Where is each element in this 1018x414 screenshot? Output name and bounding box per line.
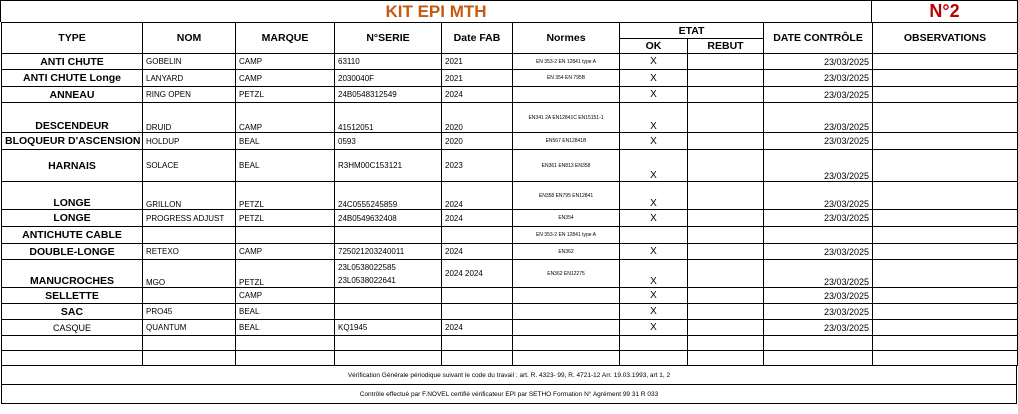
cell-date-controle: 23/03/2025 bbox=[764, 133, 873, 150]
cell-nom: RETEXO bbox=[143, 244, 236, 260]
cell-ok: X bbox=[620, 320, 688, 336]
cell-ok bbox=[620, 227, 688, 244]
cell-observations bbox=[873, 133, 1018, 150]
cell-nom: MGO bbox=[143, 260, 236, 288]
cell-marque: PETZL bbox=[236, 182, 335, 210]
cell-date-fab: 2024 2024 bbox=[442, 260, 513, 288]
cell-ok: X bbox=[620, 210, 688, 227]
cell-nom: GRILLON bbox=[143, 182, 236, 210]
cell-normes: EN 353-2 EN 12841 type A bbox=[513, 54, 620, 70]
table-row bbox=[2, 54, 1018, 70]
cell-observations bbox=[873, 150, 1018, 182]
cell-serie bbox=[335, 304, 442, 320]
header-serie: N°SERIE bbox=[335, 23, 442, 54]
cell-type: LONGE bbox=[2, 210, 143, 227]
cell-serie: 0593 bbox=[335, 133, 442, 150]
cell-rebut bbox=[688, 103, 764, 133]
header-rebut: REBUT bbox=[688, 39, 764, 54]
cell-date-fab: 2024 bbox=[442, 182, 513, 210]
cell-type: ANNEAU bbox=[2, 87, 143, 103]
header-ok: OK bbox=[620, 39, 688, 54]
header-date-fab: Date FAB bbox=[442, 23, 513, 54]
cell-marque: CAMP bbox=[236, 103, 335, 133]
table-row bbox=[2, 227, 1018, 244]
cell-date-fab: 2021 bbox=[442, 70, 513, 87]
cell-normes bbox=[513, 87, 620, 103]
cell-ok: X bbox=[620, 133, 688, 150]
cell-date-fab: 2024 bbox=[442, 210, 513, 227]
cell-nom: GOBELIN bbox=[143, 54, 236, 70]
cell-marque bbox=[236, 227, 335, 244]
cell-ok: X bbox=[620, 288, 688, 304]
header-type: TYPE bbox=[2, 23, 143, 54]
cell-ok: X bbox=[620, 304, 688, 320]
cell-date-controle: 23/03/2025 bbox=[764, 87, 873, 103]
cell-type: DESCENDEUR bbox=[2, 103, 143, 133]
cell-nom bbox=[143, 227, 236, 244]
cell-marque: BEAL bbox=[236, 304, 335, 320]
cell-serie: 63110 bbox=[335, 54, 442, 70]
cell-observations bbox=[873, 103, 1018, 133]
cell-normes: EN567 EN12841B bbox=[513, 133, 620, 150]
header-observations: OBSERVATIONS bbox=[873, 23, 1018, 54]
cell-rebut bbox=[688, 304, 764, 320]
cell-type: SAC bbox=[2, 304, 143, 320]
cell-rebut bbox=[688, 70, 764, 87]
cell-serie: 24C0555245859 bbox=[335, 182, 442, 210]
cell-date-fab: 2020 bbox=[442, 133, 513, 150]
cell-nom: HOLDUP bbox=[143, 133, 236, 150]
cell-type: HARNAIS bbox=[2, 150, 143, 182]
cell-date-fab: 2020 bbox=[442, 103, 513, 133]
cell-observations bbox=[873, 244, 1018, 260]
cell-observations bbox=[873, 288, 1018, 304]
footer-regulation-note: Vérification Générale périodique suivant le code du travail ; art. R. 4323- 99, R. 4721-12 Arr. 19.03.1993, art 1, 2 bbox=[347, 371, 671, 379]
header-nom: NOM bbox=[143, 23, 236, 54]
cell-observations bbox=[873, 70, 1018, 87]
cell-observations bbox=[873, 87, 1018, 103]
cell-serie bbox=[335, 227, 442, 244]
cell-date-controle: 23/03/2025 bbox=[764, 182, 873, 210]
table-row bbox=[2, 210, 1018, 227]
cell-observations bbox=[873, 210, 1018, 227]
cell-rebut bbox=[688, 54, 764, 70]
cell-date-controle bbox=[764, 227, 873, 244]
table-row bbox=[2, 87, 1018, 103]
cell-rebut bbox=[688, 244, 764, 260]
cell-ok: X bbox=[620, 260, 688, 288]
cell-normes: EN 354 EN 795B bbox=[513, 70, 620, 87]
cell-observations bbox=[873, 320, 1018, 336]
cell-marque: BEAL bbox=[236, 150, 335, 182]
cell-marque: PETZL bbox=[236, 87, 335, 103]
cell-rebut bbox=[688, 210, 764, 227]
cell-ok: X bbox=[620, 54, 688, 70]
cell-type: ANTI CHUTE Longe bbox=[2, 70, 143, 87]
table-row bbox=[2, 182, 1018, 210]
cell-date-fab: 2024 bbox=[442, 87, 513, 103]
cell-marque: PETZL bbox=[236, 210, 335, 227]
table-row bbox=[2, 150, 1018, 182]
cell-marque: BEAL bbox=[236, 320, 335, 336]
cell-normes: EN341 2A EN12841C EN15151-1 bbox=[513, 103, 620, 133]
cell-normes: EN358 EN795 EN12841 bbox=[513, 182, 620, 210]
cell-observations bbox=[873, 304, 1018, 320]
cell-nom: PRO45 bbox=[143, 304, 236, 320]
cell-normes bbox=[513, 288, 620, 304]
cell-observations bbox=[873, 182, 1018, 210]
cell-rebut bbox=[688, 182, 764, 210]
cell-normes: EN362 bbox=[513, 244, 620, 260]
table-row bbox=[2, 260, 1018, 288]
cell-rebut bbox=[688, 288, 764, 304]
sheet-title: KIT EPI MTH bbox=[385, 1, 487, 21]
cell-observations bbox=[873, 260, 1018, 288]
cell-nom: RING OPEN bbox=[143, 87, 236, 103]
table-row bbox=[2, 320, 1018, 336]
cell-date-fab: 2021 bbox=[442, 54, 513, 70]
cell-normes: EN362 EN12275 bbox=[513, 260, 620, 288]
cell-serie bbox=[335, 288, 442, 304]
cell-serie: 2030040F bbox=[335, 70, 442, 87]
cell-serie: 41512051 bbox=[335, 103, 442, 133]
epi-table bbox=[1, 22, 1018, 366]
cell-date-fab bbox=[442, 227, 513, 244]
cell-nom: SOLACE bbox=[143, 150, 236, 182]
cell-ok: X bbox=[620, 150, 688, 182]
cell-date-controle: 23/03/2025 bbox=[764, 103, 873, 133]
cell-marque: BEAL bbox=[236, 133, 335, 150]
table-row bbox=[2, 304, 1018, 320]
cell-serie: 24B0549632408 bbox=[335, 210, 442, 227]
cell-date-controle: 23/03/2025 bbox=[764, 304, 873, 320]
footer-controller-note: Contrôle effectué par F.NOVEL certifié vérificateur EPI par SETHO Formation N° Agrément 99 31 R 033 bbox=[2, 384, 1016, 403]
cell-marque: PETZL bbox=[236, 260, 335, 288]
table-row-empty bbox=[2, 336, 1018, 351]
cell-type: DOUBLE-LONGE bbox=[2, 244, 143, 260]
cell-observations bbox=[873, 227, 1018, 244]
cell-type: ANTICHUTE CABLE bbox=[2, 227, 143, 244]
cell-rebut bbox=[688, 260, 764, 288]
cell-date-controle: 23/03/2025 bbox=[764, 320, 873, 336]
cell-normes: EN 353-2 EN 12841 type A bbox=[513, 227, 620, 244]
table-row bbox=[2, 133, 1018, 150]
cell-serie: 725021203240011 bbox=[335, 244, 442, 260]
cell-type: MANUCROCHES bbox=[2, 260, 143, 288]
cell-normes bbox=[513, 304, 620, 320]
cell-rebut bbox=[688, 150, 764, 182]
cell-serie: R3HM00C153121 bbox=[335, 150, 442, 182]
cell-date-fab bbox=[442, 304, 513, 320]
header-etat: ETAT bbox=[620, 23, 764, 39]
cell-type: ANTI CHUTE bbox=[2, 54, 143, 70]
cell-ok: X bbox=[620, 87, 688, 103]
header-marque: MARQUE bbox=[236, 23, 335, 54]
table-row bbox=[2, 70, 1018, 87]
cell-date-controle: 23/03/2025 bbox=[764, 244, 873, 260]
cell-nom bbox=[143, 288, 236, 304]
cell-marque: CAMP bbox=[236, 54, 335, 70]
table-row bbox=[2, 244, 1018, 260]
header-date-controle: DATE CONTRÔLE bbox=[764, 23, 873, 54]
cell-date-controle: 23/03/2025 bbox=[764, 150, 873, 182]
cell-rebut bbox=[688, 133, 764, 150]
cell-rebut bbox=[688, 87, 764, 103]
cell-ok: X bbox=[620, 103, 688, 133]
cell-ok: X bbox=[620, 70, 688, 87]
cell-serie: KQ1945 bbox=[335, 320, 442, 336]
cell-ok: X bbox=[620, 182, 688, 210]
cell-date-fab: 2023 bbox=[442, 150, 513, 182]
table-row bbox=[2, 288, 1018, 304]
cell-rebut bbox=[688, 227, 764, 244]
cell-date-controle: 23/03/2025 bbox=[764, 70, 873, 87]
cell-ok: X bbox=[620, 244, 688, 260]
cell-type: CASQUE bbox=[2, 320, 143, 336]
cell-date-controle: 23/03/2025 bbox=[764, 210, 873, 227]
cell-type: BLOQUEUR D'ASCENSION bbox=[2, 133, 143, 150]
cell-marque: CAMP bbox=[236, 244, 335, 260]
cell-serie: 24B0548312549 bbox=[335, 87, 442, 103]
cell-type: LONGE bbox=[2, 182, 143, 210]
cell-date-fab: 2024 bbox=[442, 320, 513, 336]
cell-observations bbox=[873, 54, 1018, 70]
cell-date-controle: 23/03/2025 bbox=[764, 260, 873, 288]
table-row bbox=[2, 103, 1018, 133]
cell-marque: CAMP bbox=[236, 70, 335, 87]
header-normes: Normes bbox=[513, 23, 620, 54]
cell-normes: EN361 EN813 EN358 bbox=[513, 150, 620, 182]
cell-nom: PROGRESS ADJUST bbox=[143, 210, 236, 227]
cell-normes bbox=[513, 320, 620, 336]
cell-serie: 23L0538022585 23L0538022641 bbox=[335, 260, 442, 288]
cell-nom: QUANTUM bbox=[143, 320, 236, 336]
sheet-number: N°2 bbox=[871, 1, 1017, 22]
cell-date-controle: 23/03/2025 bbox=[764, 288, 873, 304]
cell-type: SELLETTE bbox=[2, 288, 143, 304]
cell-rebut bbox=[688, 320, 764, 336]
cell-nom: LANYARD bbox=[143, 70, 236, 87]
cell-date-fab bbox=[442, 288, 513, 304]
cell-normes: EN354 bbox=[513, 210, 620, 227]
cell-date-fab: 2024 bbox=[442, 244, 513, 260]
table-row-empty bbox=[2, 351, 1018, 366]
sheet-header bbox=[0, 0, 1018, 22]
cell-marque: CAMP bbox=[236, 288, 335, 304]
cell-date-controle: 23/03/2025 bbox=[764, 54, 873, 70]
sheet-footer bbox=[1, 366, 1017, 404]
cell-nom: DRUID bbox=[143, 103, 236, 133]
